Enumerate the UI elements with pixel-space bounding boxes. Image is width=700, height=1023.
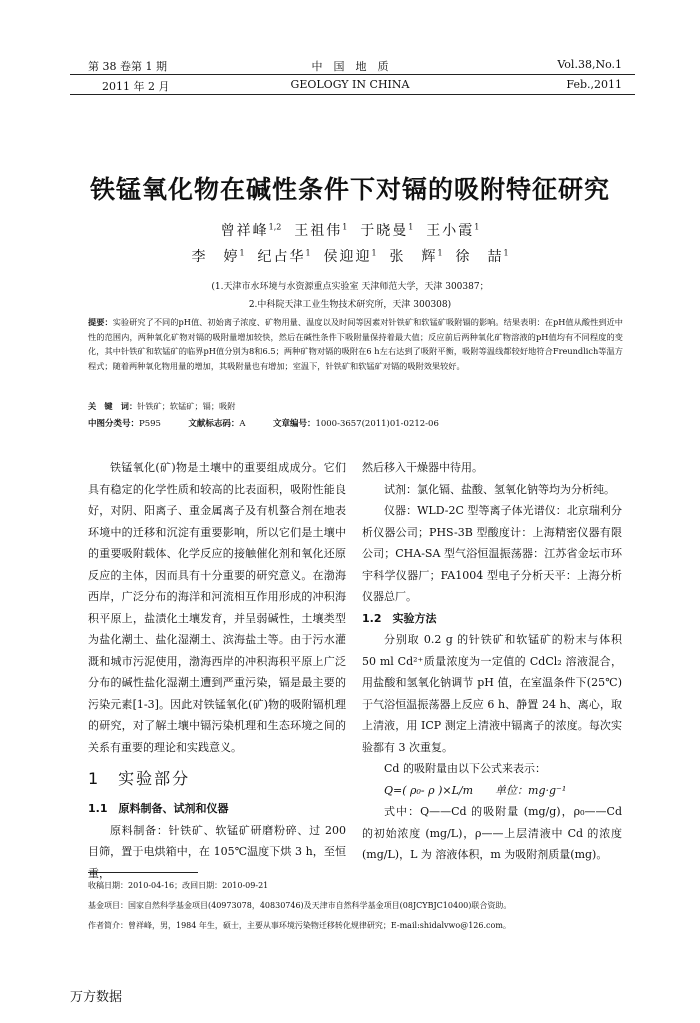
keywords-text: 针铁矿；软锰矿；镉；吸附 — [137, 401, 236, 411]
article-number: 1000-3657(2011)01-0212-06 — [315, 419, 439, 429]
author-line-1 — [0, 220, 700, 240]
header-volume-cn: 第 38 卷第 1 期 — [88, 60, 167, 73]
keywords-label: 关 键 词： — [88, 401, 138, 411]
author: 王祖伟$^1$ — [294, 222, 348, 239]
continued-text: 然后移入干燥器中待用。 — [362, 461, 483, 474]
document-code: A — [239, 419, 246, 429]
instruments-paragraph: 仪器：WLD-2C 型等离子体光谱仪：北京瑞利分析仪器公司；PHS-3B 型酸度计：上海精密仪器有限公司；CHA-SA 型气浴恒温振荡器：江苏省金坛市环宇科学仪器厂；FA1004 型电子分析天平：上海分析仪器总厂。 — [362, 504, 622, 603]
received-date: 收稿日期：2010-04-16；改回日期：2010-09-21 — [88, 881, 269, 890]
materials-paragraph: 原料制备：针铁矿、软锰矿研磨粉碎、过 200 目筛，置于电烘箱中，在 105℃温度下烘 3 h，至恒重， — [88, 823, 346, 880]
author: 纪占华$^1$ — [257, 248, 311, 265]
author: 王小霞$^1$ — [426, 222, 480, 239]
abstract — [88, 315, 623, 373]
reagents-paragraph: 试剂：氯化镉、盐酸、氢氧化钠等均为分析纯。 — [384, 482, 615, 496]
formula: Q=( ρ₀- ρ )×L/m 单位：mg·g⁻¹ — [384, 783, 567, 797]
header-rule-2 — [70, 94, 635, 95]
header-rule-1 — [70, 74, 635, 75]
header-volume-en: Vol.38,No.1 — [557, 58, 622, 71]
author: 于晓曼$^1$ — [360, 222, 414, 239]
author: 侯迎迎$^1$ — [323, 248, 377, 265]
keywords — [88, 399, 623, 414]
author: 曾祥峰$^{1,2}$ — [220, 222, 282, 239]
author-line-2 — [0, 246, 700, 266]
subsection-heading-1-2: 1.2 实验方法 — [362, 611, 437, 625]
author-bio: 作者简介：曾祥峰，男，1984 年生，硕士，主要从事环境污染物迁移转化规律研究；E-mail:shidalvwo@126.com。 — [88, 921, 511, 930]
header-date-en: Feb.,2011 — [566, 78, 622, 91]
footnote-rule — [88, 872, 198, 873]
author: 张 辉$^1$ — [389, 248, 443, 265]
header-date-cn: 2011 年 2 月 — [102, 80, 170, 93]
subsection-heading-1-1: 1.1 原料制备、试剂和仪器 — [88, 802, 229, 815]
formula-intro: Cd 的吸附量由以下公式来表示： — [384, 762, 546, 775]
abstract-text: 实验研究了不同的pH值、初始离子浓度、矿物用量、温度以及时间等因素对针铁矿和软锰矿吸附镉的影响。结果表明：在pH值从酸性到近中性的范围内，两种氧化矿物对镉的吸附量增加较快，然后在碱性条件下吸附量保持着最大值；反应前后两种氧化矿物溶液的pH值均有不同程度的变化，其中针铁矿和软锰矿的临界pH值分别为8和6.5；两种矿物对镉的吸附在6 h左右达到了吸附平衡，吸附等温线都较好地符合Freundlich等温方程式；随着两种氧化物用量的增加，其吸附量也有增加；室温下，针铁矿和软锰矿对镉的吸附效果较好。 — [88, 317, 623, 371]
header-journal-en: GEOLOGY IN CHINA — [290, 78, 410, 91]
affiliation-1: (1.天津市水环境与水资源重点实验室 天津师范大学，天津 300387； — [211, 282, 489, 292]
author: 徐 喆$^1$ — [455, 248, 509, 265]
abstract-label: 提要： — [88, 317, 113, 327]
intro-paragraph: 铁锰氧化(矿)物是土壤中的重要组成成分。它们具有稳定的化学性质和较高的比表面积，吸附性能良好，对阴、阳离子、重金属离子及有机螯合剂在地表环境中的迁移和沉淀有重要影响，所以它们是土壤中的重要吸附载体、化学反应的接触催化剂和氧化还原反应的主体，因而具有十分重要的研究意义。在渤海西岸，广泛分布的海洋和河流相互作用形成的冲积海积平原上，盐渍化土壤发育，并呈弱碱性，土壤类型为盐化潮土、盐化湿潮土、滨海盐土等。由于污水灌溉和城市污泥使用，渤海西岸的冲积海积平原上广泛分布的碱性盐化湿潮土遭到严重污染，镉是最主要的污染元素[1-3]。因此对铁锰氧化(矿)物的吸附镉机理的研究，对了解土壤中镉污染机理和生态环境之间的关系有重要的理论和实践意义。 — [88, 461, 346, 754]
classification-line: 中图分类号：P595 文献标志码：A 文章编号：1000-3657(2011)01-0212-06 — [88, 419, 439, 429]
method-paragraph: 分别取 0.2 g 的针铁矿和软锰矿的粉末与体积 50 ml Cd²⁺质量浓度为一定值的 CdCl₂ 溶液混合，用盐酸和氢氧化钠调节 pH 值，在室温条件下(25℃)于气浴恒温振荡器上反应 6 h、静置 24 h、离心，取上清液，用 ICP 测定上清液中镉离子的浓度。每次实验都有 3 次重复。 — [362, 633, 622, 754]
clc-number: P595 — [139, 419, 161, 429]
header-journal-cn: 中 国 地 质 — [311, 60, 389, 73]
author: 李 婷$^1$ — [191, 248, 245, 265]
paper-title: 铁锰氧化物在碱性条件下对镉的吸附特征研究 — [89, 175, 610, 204]
right-column — [362, 457, 622, 866]
formula-definitions: 式中：Q——Cd 的吸附量 (mg/g)，ρ₀——Cd 的初始浓度 (mg/L)，ρ——上层清液中 Cd 的浓度 (mg/L)，L 为 溶液体积，m 为吸附剂质量(mg)。 — [362, 805, 622, 861]
footnotes — [88, 876, 623, 936]
funding-note: 基金项目：国家自然科学基金项目(40973078，40830746)及天津市自然科学基金项目(08JCYBJC10400)联合资助。 — [88, 901, 512, 910]
watermark: 万方数据 — [70, 990, 123, 1005]
section-heading-1: 1 实验部分 — [88, 769, 191, 788]
affiliation-2: 2.中科院天津工业生物技术研究所，天津 300308) — [248, 300, 452, 310]
left-column — [88, 457, 346, 884]
